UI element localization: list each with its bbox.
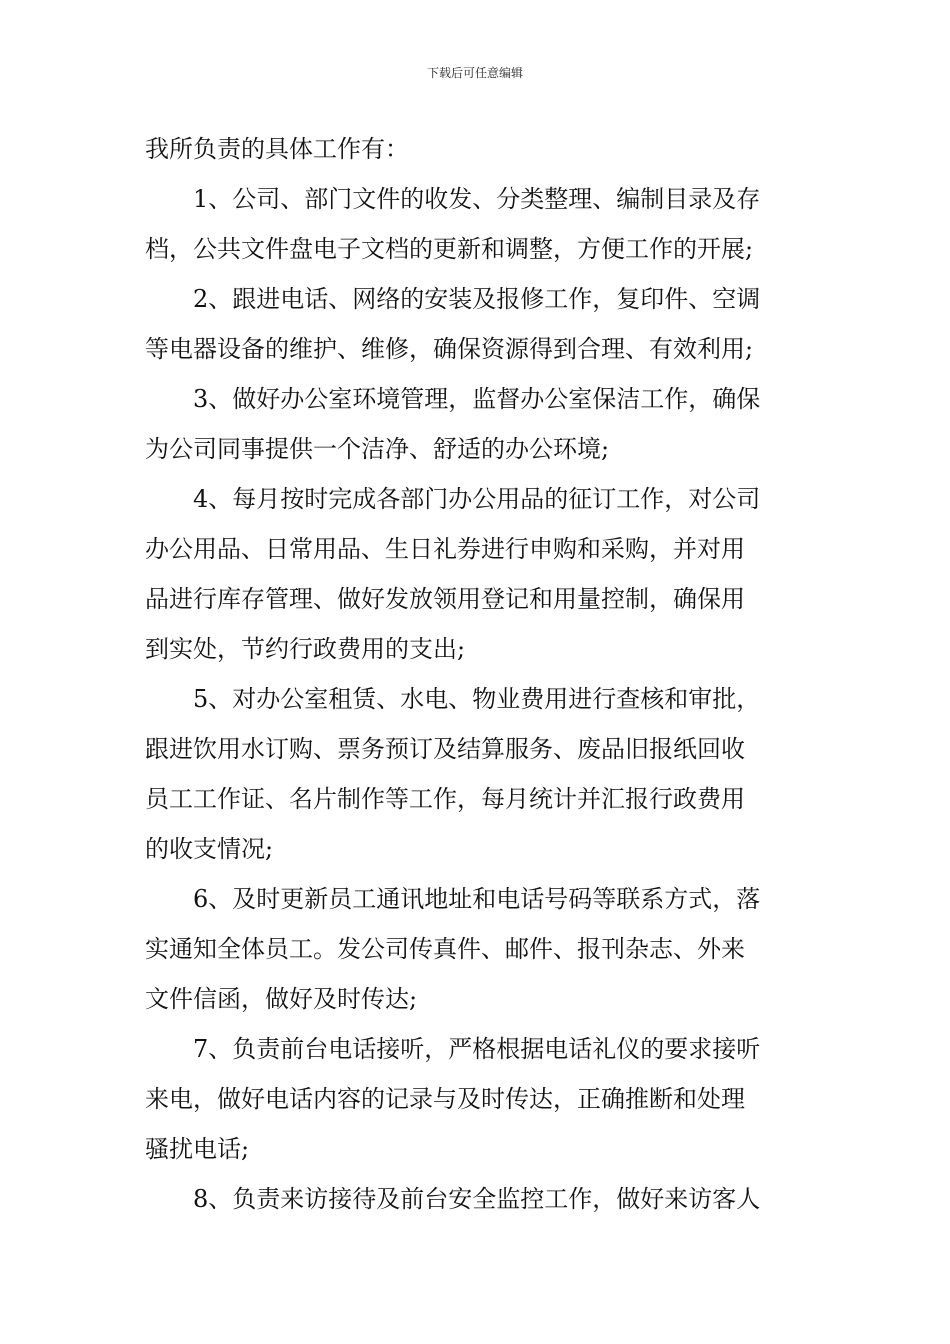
item-line: 来电，做好电话内容的记录与及时传达，正确推断和处理	[145, 1085, 745, 1113]
item-7	[145, 1024, 809, 1174]
item-line: 员工工作证、名片制作等工作，每月统计并汇报行政费用	[145, 785, 745, 813]
item-line: 的收支情况;	[145, 835, 274, 863]
item-line: 1、公司、部门文件的收发、分类整理、编制目录及存	[193, 185, 761, 213]
item-line: 骚扰电话;	[145, 1135, 250, 1163]
item-line: 7、负责前台电话接听，严格根据电话礼仪的要求接听	[193, 1035, 761, 1063]
item-3	[145, 374, 809, 474]
item-line: 等电器设备的维护、维修，确保资源得到合理、有效利用;	[145, 335, 754, 363]
item-line: 实通知全体员工。发公司传真件、邮件、报刊杂志、外来	[145, 935, 745, 963]
item-line: 5、对办公室租赁、水电、物业费用进行查核和审批，	[193, 685, 761, 713]
item-2	[145, 274, 809, 374]
item-line: 4、每月按时完成各部门办公用品的征订工作，对公司	[193, 485, 761, 513]
document-body	[145, 124, 809, 1224]
item-line: 文件信函，做好及时传达;	[145, 985, 418, 1013]
item-line: 8、负责来访接待及前台安全监控工作，做好来访客人	[193, 1185, 761, 1213]
item-line: 跟进饮用水订购、票务预订及结算服务、废品旧报纸回收	[145, 735, 745, 763]
item-line: 6、及时更新员工通讯地址和电话号码等联系方式，落	[193, 885, 761, 913]
item-line: 3、做好办公室环境管理，监督办公室保洁工作，确保	[193, 385, 761, 413]
item-5	[145, 674, 809, 874]
item-1	[145, 174, 809, 274]
page-header-note: 下载后可任意编辑	[426, 66, 523, 80]
item-4	[145, 474, 809, 674]
item-line: 档，公共文件盘电子文档的更新和调整，方便工作的开展;	[145, 235, 754, 263]
item-line: 办公用品、日常用品、生日礼券进行申购和采购，并对用	[145, 535, 745, 563]
item-line: 为公司同事提供一个洁净、舒适的办公环境;	[145, 435, 610, 463]
item-6	[145, 874, 809, 1024]
item-line: 品进行库存管理、做好发放领用登记和用量控制，确保用	[145, 585, 745, 613]
intro-line: 我所负责的具体工作有：	[145, 135, 409, 163]
item-8	[145, 1174, 809, 1224]
item-line: 2、跟进电话、网络的安装及报修工作，复印件、空调	[193, 285, 761, 313]
item-line: 到实处，节约行政费用的支出;	[145, 635, 466, 663]
